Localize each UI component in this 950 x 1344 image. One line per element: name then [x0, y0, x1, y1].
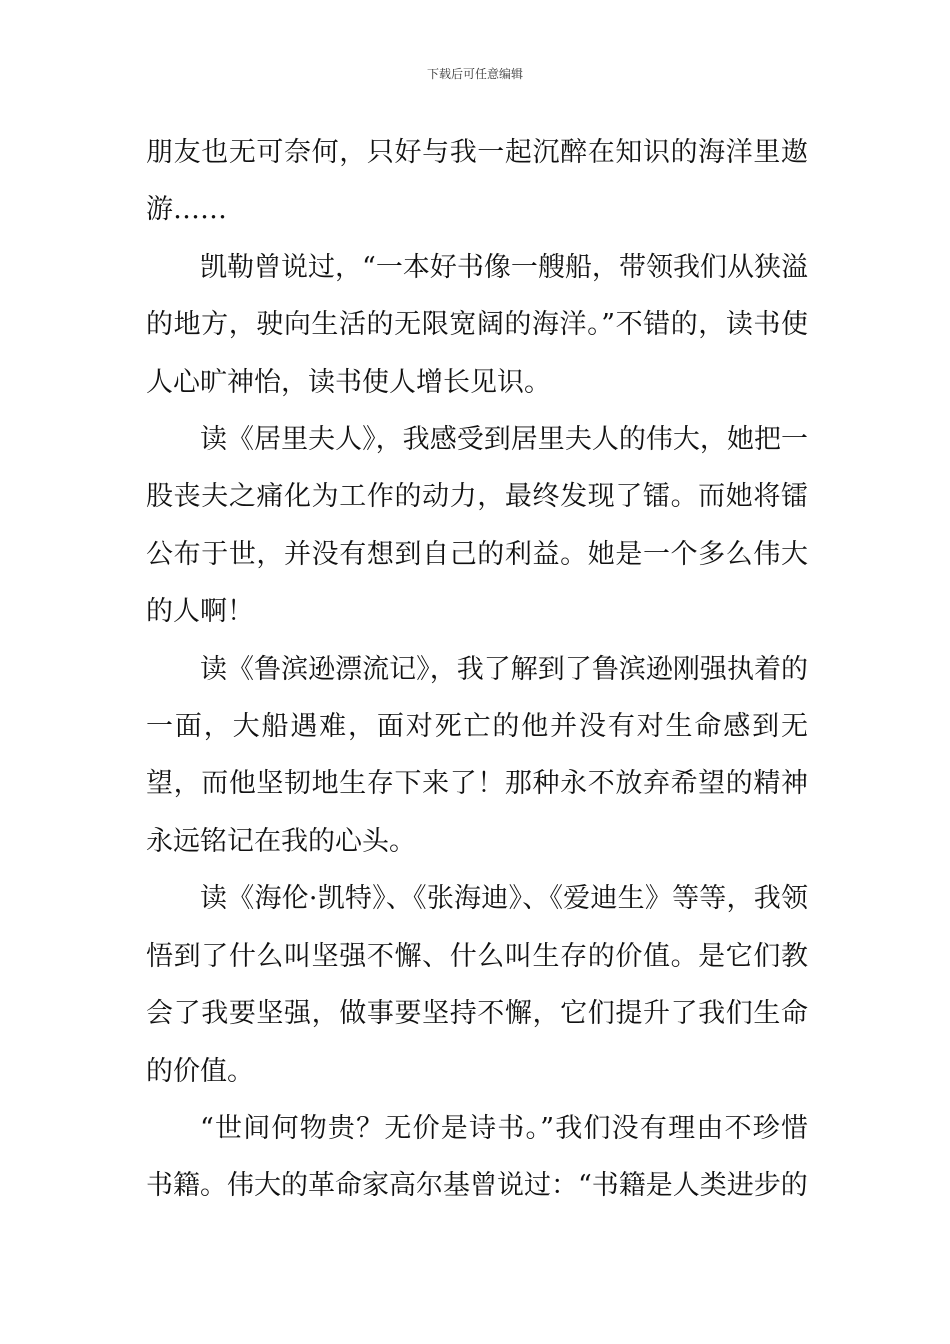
paragraph-4: 读《鲁滨逊漂流记》，我了解到了鲁滨逊刚强执着的一面，大船遇难，面对死亡的他并没有对生命感到无望，而他坚韧地生存下来了！那种永不放弃希望的精神永远铭记在我的心头。 [146, 653, 808, 857]
paragraph-5: 读《海伦·凯特》、《张海迪》、《爱迪生》等等，我领悟到了什么叫坚强不懈、什么叫生存的价值。是它们教会了我要坚强，做事要坚持不懈，它们提升了我们生命的价值。 [146, 883, 808, 1087]
header-note: 下载后可任意编辑 [426, 67, 523, 81]
paragraph-6: “世间何物贵？无价是诗书。”我们没有理由不珍惜书籍。伟大的革命家高尔基曾说过：“书籍是人类进步的 [146, 1112, 808, 1202]
paragraph-2: 凯勒曾说过，“一本好书像一艘船，带领我们从狭溢的地方，驶向生活的无限宽阔的海洋。”不错的，读书使人心旷神怡，读书使人增长见识。 [146, 251, 808, 398]
paragraph-1: 朋友也无可奈何，只好与我一起沉醉在知识的海洋里遨游…… [146, 137, 808, 226]
paragraph-3: 读《居里夫人》，我感受到居里夫人的伟大，她把一股丧夫之痛化为工作的动力，最终发现了镭。而她将镭公布于世，并没有想到自己的利益。她是一个多么伟大的人啊！ [146, 424, 808, 628]
document-body [146, 124, 808, 1215]
